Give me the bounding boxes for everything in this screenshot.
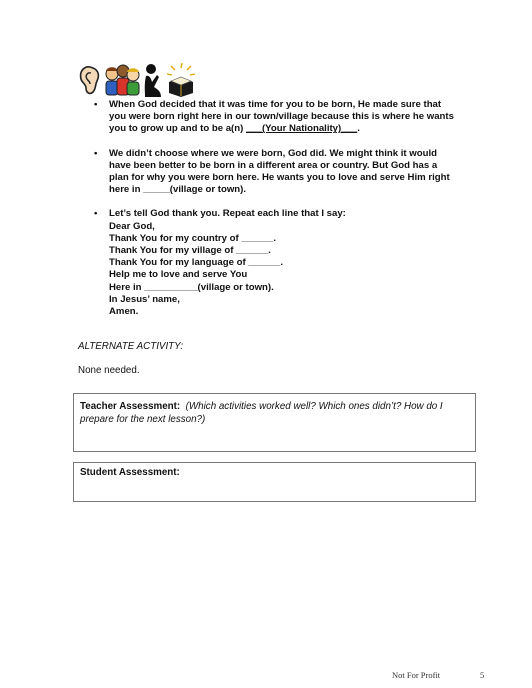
nationality-blank: ___(Your Nationality)___	[245, 123, 358, 135]
text-line: Let’s tell God thank you. Repeat each line that I say:	[109, 208, 346, 220]
prayer-line: Thank You for my village of ______.	[109, 245, 271, 257]
prayer-line: Here in __________(village or town).	[109, 281, 274, 293]
list-item	[94, 99, 494, 136]
ear-icon	[76, 62, 100, 98]
text-line: When God decided that it was time for you to be born, He made sure that	[109, 99, 442, 110]
bullet-dot: •	[94, 208, 98, 220]
text-fragment: you to grow up and to be a(n)	[109, 123, 246, 135]
student-assessment-label: Student Assessment:	[80, 467, 180, 478]
text-line: here in _____(village or town).	[109, 184, 247, 196]
bible-icon	[166, 62, 196, 98]
text-line: have been better to be born in a different area or country. But God has a	[109, 159, 438, 171]
alternate-activity-heading: ALTERNATE ACTIVITY:	[78, 341, 184, 352]
list-item	[94, 208, 494, 318]
teacher-assessment-label: Teacher Assessment:	[80, 401, 181, 412]
bullet-dot: •	[94, 99, 98, 110]
praying-person-icon	[142, 62, 164, 98]
page-number: 5	[480, 670, 485, 680]
prayer-line: Help me to love and serve You	[109, 269, 248, 281]
prayer-line: Thank You for my country of ______.	[109, 232, 277, 244]
list-item	[94, 148, 494, 197]
text-line: We didn’t choose where we were born, God did. We might think it would	[109, 147, 437, 159]
bullet-dot: •	[94, 147, 98, 159]
bullet-list	[94, 99, 494, 318]
alternate-activity-body: None needed.	[78, 365, 140, 376]
teacher-assessment-box	[73, 393, 476, 452]
prayer-line: Thank You for my language of ______.	[109, 257, 283, 269]
prayer-line: Dear God,	[109, 220, 155, 232]
children-icon	[102, 62, 142, 98]
footer-note: Not For Profit	[392, 670, 441, 680]
prayer-line: Amen.	[109, 306, 139, 318]
teacher-assessment-prompt: (Which activities worked well? Which ones didn’t? How do I prepare for the next lesson?)	[80, 401, 443, 425]
lesson-icons	[76, 62, 196, 98]
text-line: plan for why you were born here. He wants you to love and serve Him right	[109, 172, 450, 184]
text-line: you were born right here in our town/village because this is where he wants	[109, 111, 454, 123]
student-assessment-box	[73, 462, 476, 502]
prayer-line: In Jesus’ name,	[109, 293, 180, 305]
text-line	[109, 123, 494, 135]
text-fragment: .	[357, 123, 360, 135]
